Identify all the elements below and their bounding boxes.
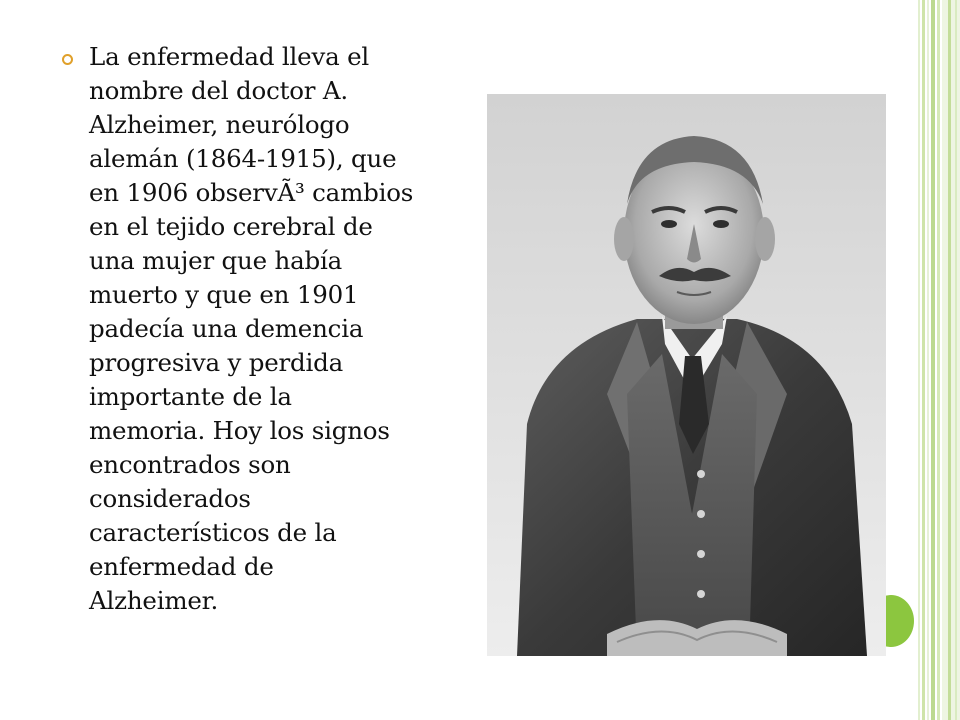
decorative-stripe [948,0,951,720]
decorative-stripe [927,0,929,720]
decorative-stripe [955,0,957,720]
decorative-stripe [931,0,935,720]
portrait-photo [487,94,886,656]
bullet-item [62,40,482,618]
decorative-stripe [918,0,920,720]
ring-bullet-icon [62,54,73,65]
text-content [62,40,482,618]
bullet-text: La enfermedad lleva el nombre del doctor A. Alzheimer, neurólogo alemán (1864-1915), que en 1906 observÃ³ cambios en el tejido cerebral de una mujer que había muerto y que en 1901 padecía una demencia progresiva y perdida importante de la memoria. Hoy los signos encontrados son considerados característicos de la enfermedad de Alzheimer. [89,42,414,615]
decorative-stripe [942,0,960,720]
decorative-stripe [922,0,925,720]
decorative-stripe [937,0,940,720]
